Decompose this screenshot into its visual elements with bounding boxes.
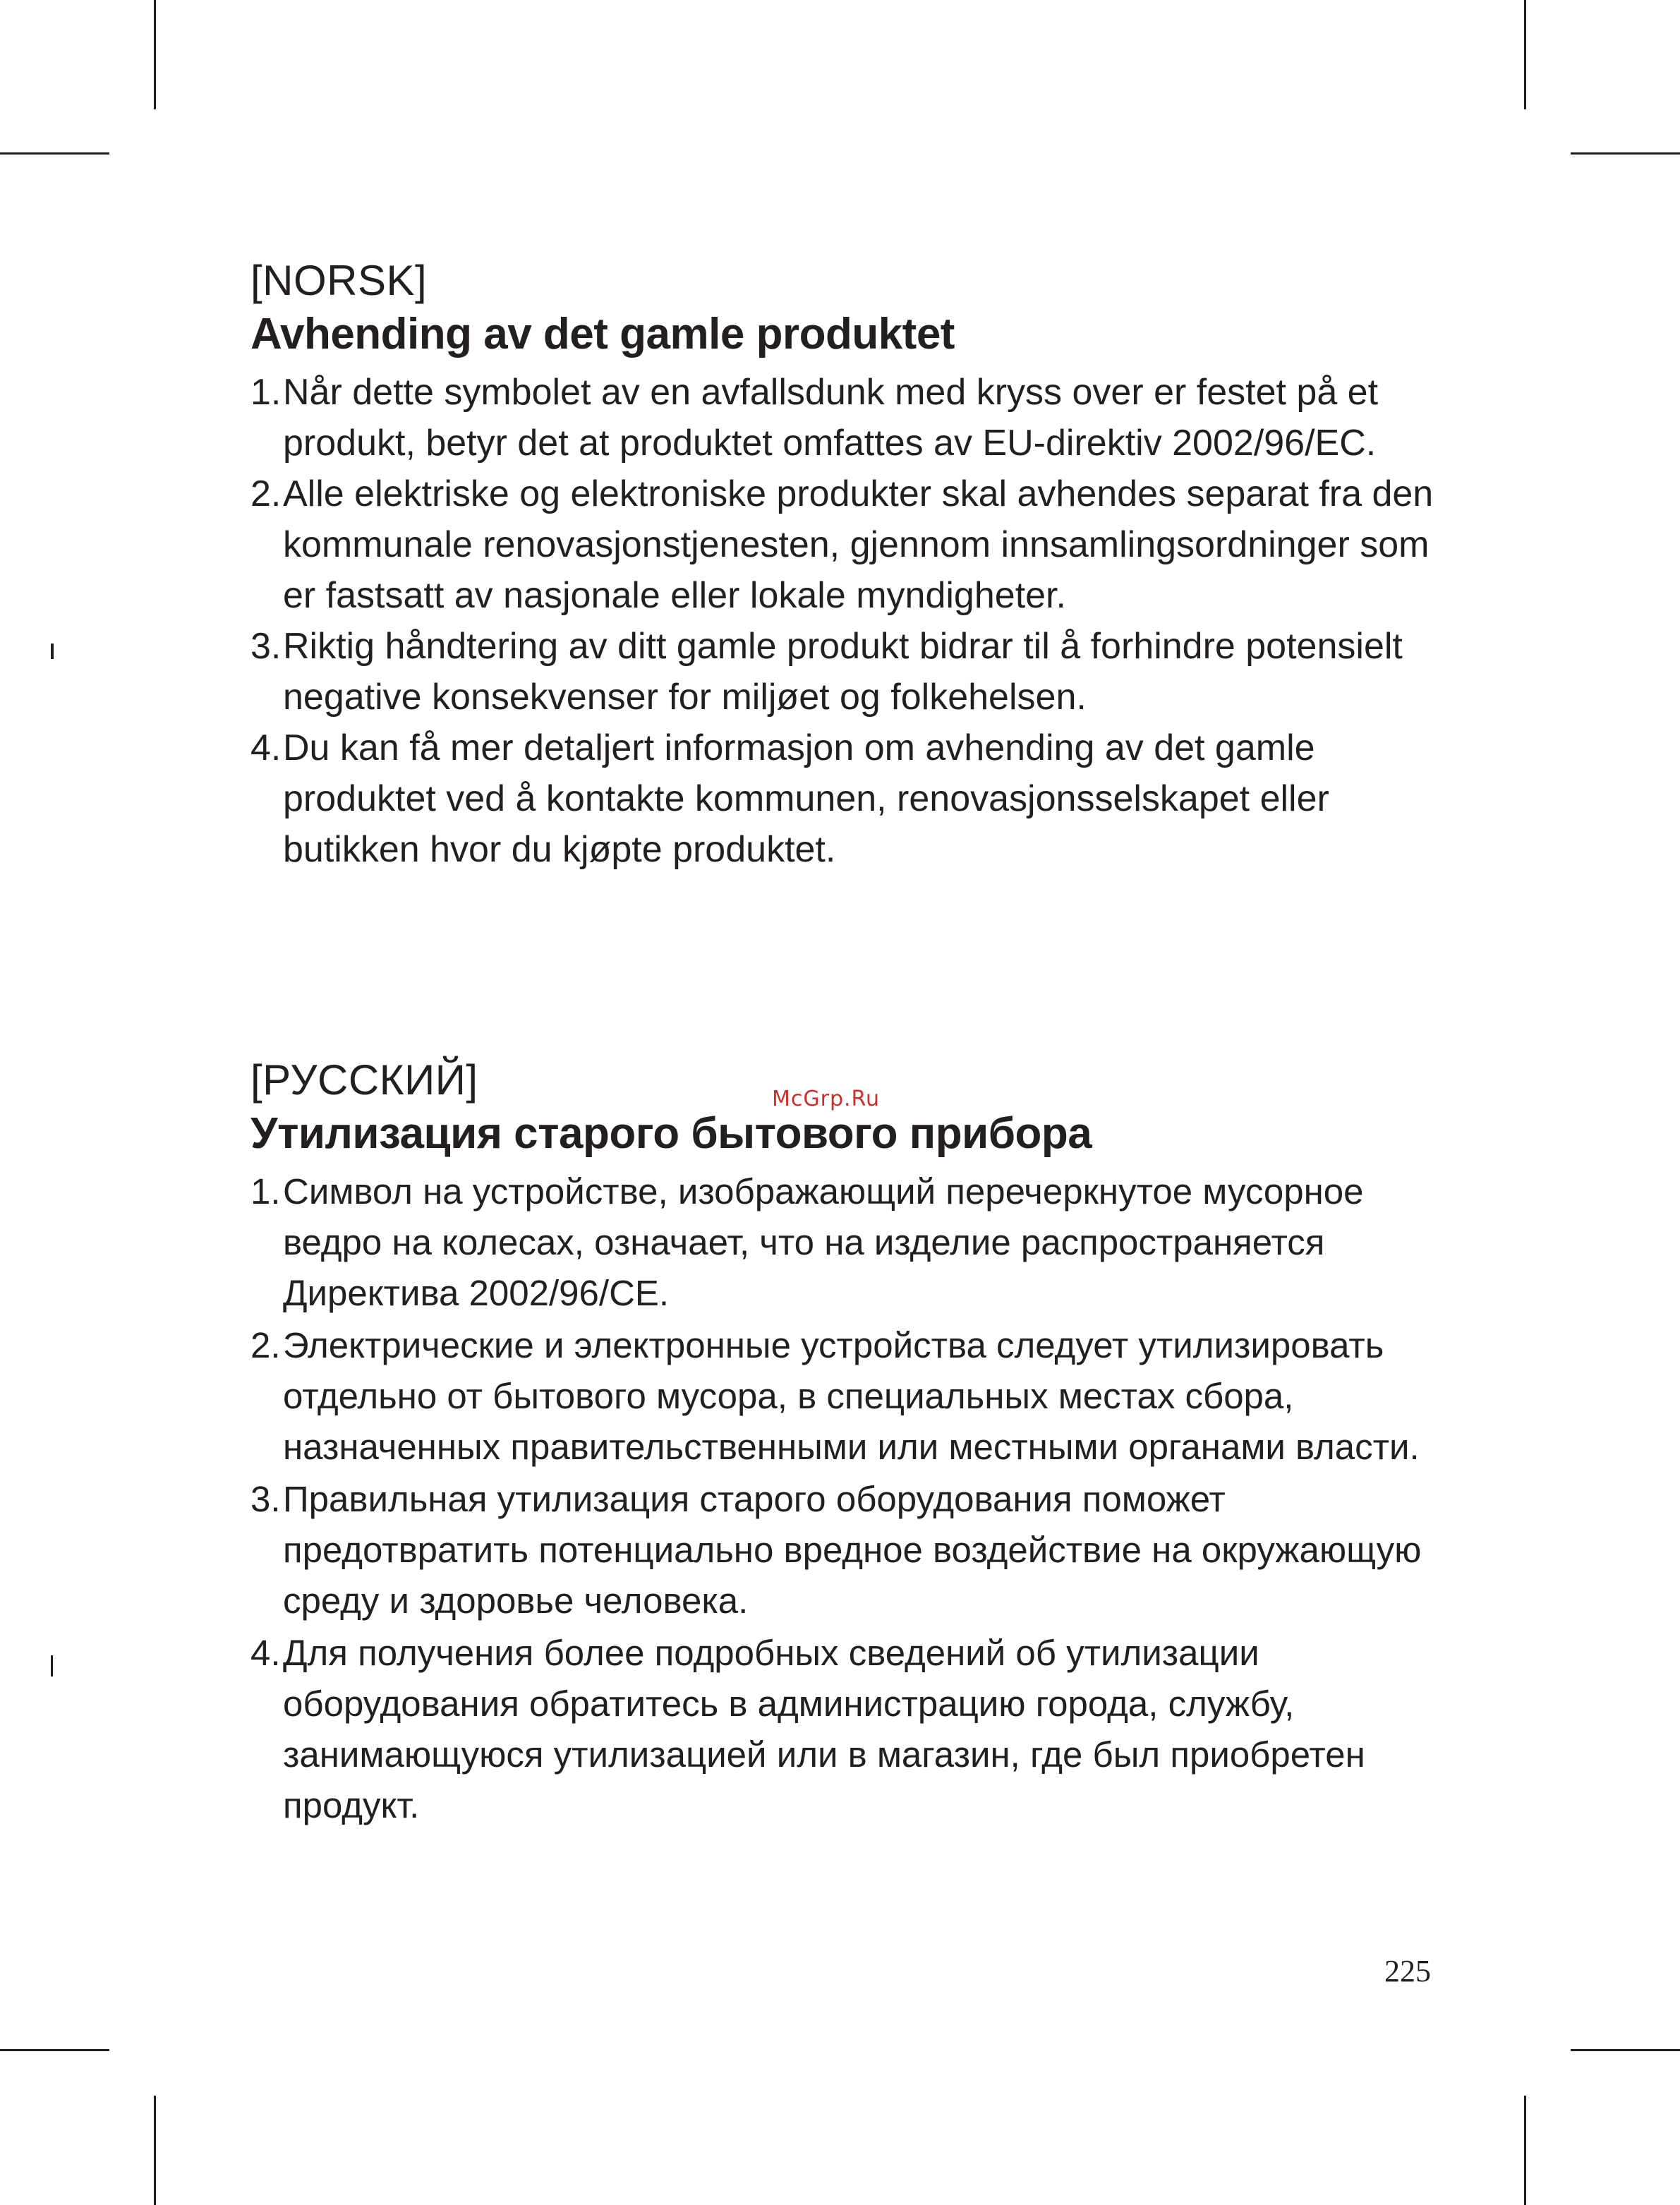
crop-mark-bottom-left-h <box>0 2049 109 2051</box>
norsk-title: Avhending av det gamle produktet <box>250 310 955 358</box>
russian-list-item <box>250 1474 1450 1626</box>
list-item-text: Riktig håndtering av ditt gamle produkt bidrar til å forhindre potensielt negative konsekvenser for miljøet og folkehelsen. <box>283 626 1403 718</box>
norsk-list-item <box>250 621 1450 723</box>
list-item-text: Электрические и электронные устройства следует утилизировать отдельно от бытового мусора, в специальных местах сбора, назначенных правительственными или местными органами власти. <box>283 1325 1420 1467</box>
norsk-list-item <box>250 723 1450 875</box>
crop-mark-top-left-h <box>0 152 109 155</box>
list-item-text: Для получения более подробных сведений об утилизации оборудования обратитесь в администрацию города, службу, занимающуюся утилизацией или в магазин, где был приобретен продукт. <box>283 1633 1365 1825</box>
page-number: 225 <box>1384 1954 1431 1988</box>
russian-title: Утилизация старого бытового прибора <box>250 1109 1092 1158</box>
crop-mark-top-right-h <box>1571 152 1680 155</box>
list-number: 4. <box>250 1633 281 1673</box>
russian-list-item <box>250 1320 1450 1473</box>
list-number: 1. <box>250 372 282 413</box>
crop-mark-top-left <box>154 0 156 109</box>
russian-list-item <box>250 1166 1450 1319</box>
margin-tick-lower <box>51 1655 53 1677</box>
margin-tick-upper <box>51 644 54 659</box>
list-number: 2. <box>250 1325 281 1365</box>
list-item-text: Правильная утилизация старого оборудования поможет предотвратить потенциально вредное воздействие на окружающую среду и здоровье человека. <box>283 1479 1422 1621</box>
list-item-text: Når dette symbolet av en avfallsdunk med kryss over er festet på et produkt, betyr det at produktet omfattes av EU-direktiv 2002/96/EC. <box>283 372 1379 464</box>
norsk-section <box>250 255 1450 875</box>
crop-mark-bottom-left <box>154 2096 156 2205</box>
list-number: 3. <box>250 626 282 667</box>
list-item-text: Символ на устройстве, изображающий перечеркнутое мусорное ведро на колесах, означает, что на изделие распространяется Директива 2002/96/CE. <box>283 1171 1364 1313</box>
russian-list <box>250 1166 1450 1831</box>
list-number: 2. <box>250 473 282 514</box>
norsk-list <box>250 367 1450 875</box>
russian-language-label: [РУССКИЙ] <box>250 1056 478 1104</box>
norsk-language-label: [NORSK] <box>250 257 428 304</box>
norsk-list-item <box>250 367 1450 469</box>
crop-mark-bottom-right <box>1524 2096 1526 2205</box>
norsk-list-item <box>250 469 1450 621</box>
crop-mark-bottom-right-h <box>1571 2049 1680 2051</box>
russian-list-item <box>250 1628 1450 1831</box>
list-item-text: Alle elektriske og elektroniske produkter skal avhendes separat fra den kommunale renovasjonstjenesten, gjennom innsamlingsordninger som er fastsatt av nasjonale eller lokale myndigheter. <box>283 473 1434 616</box>
list-number: 1. <box>250 1171 281 1212</box>
watermark: McGrp.Ru <box>772 1087 881 1111</box>
list-number: 4. <box>250 727 282 768</box>
russian-section <box>250 1055 1450 1831</box>
crop-mark-top-right <box>1524 0 1526 109</box>
list-number: 3. <box>250 1479 281 1519</box>
list-item-text: Du kan få mer detaljert informasjon om avhending av det gamle produktet ved å kontakte kommunen, renovasjonsselskapet eller butikken hvor du kjøpte produktet. <box>283 727 1329 870</box>
